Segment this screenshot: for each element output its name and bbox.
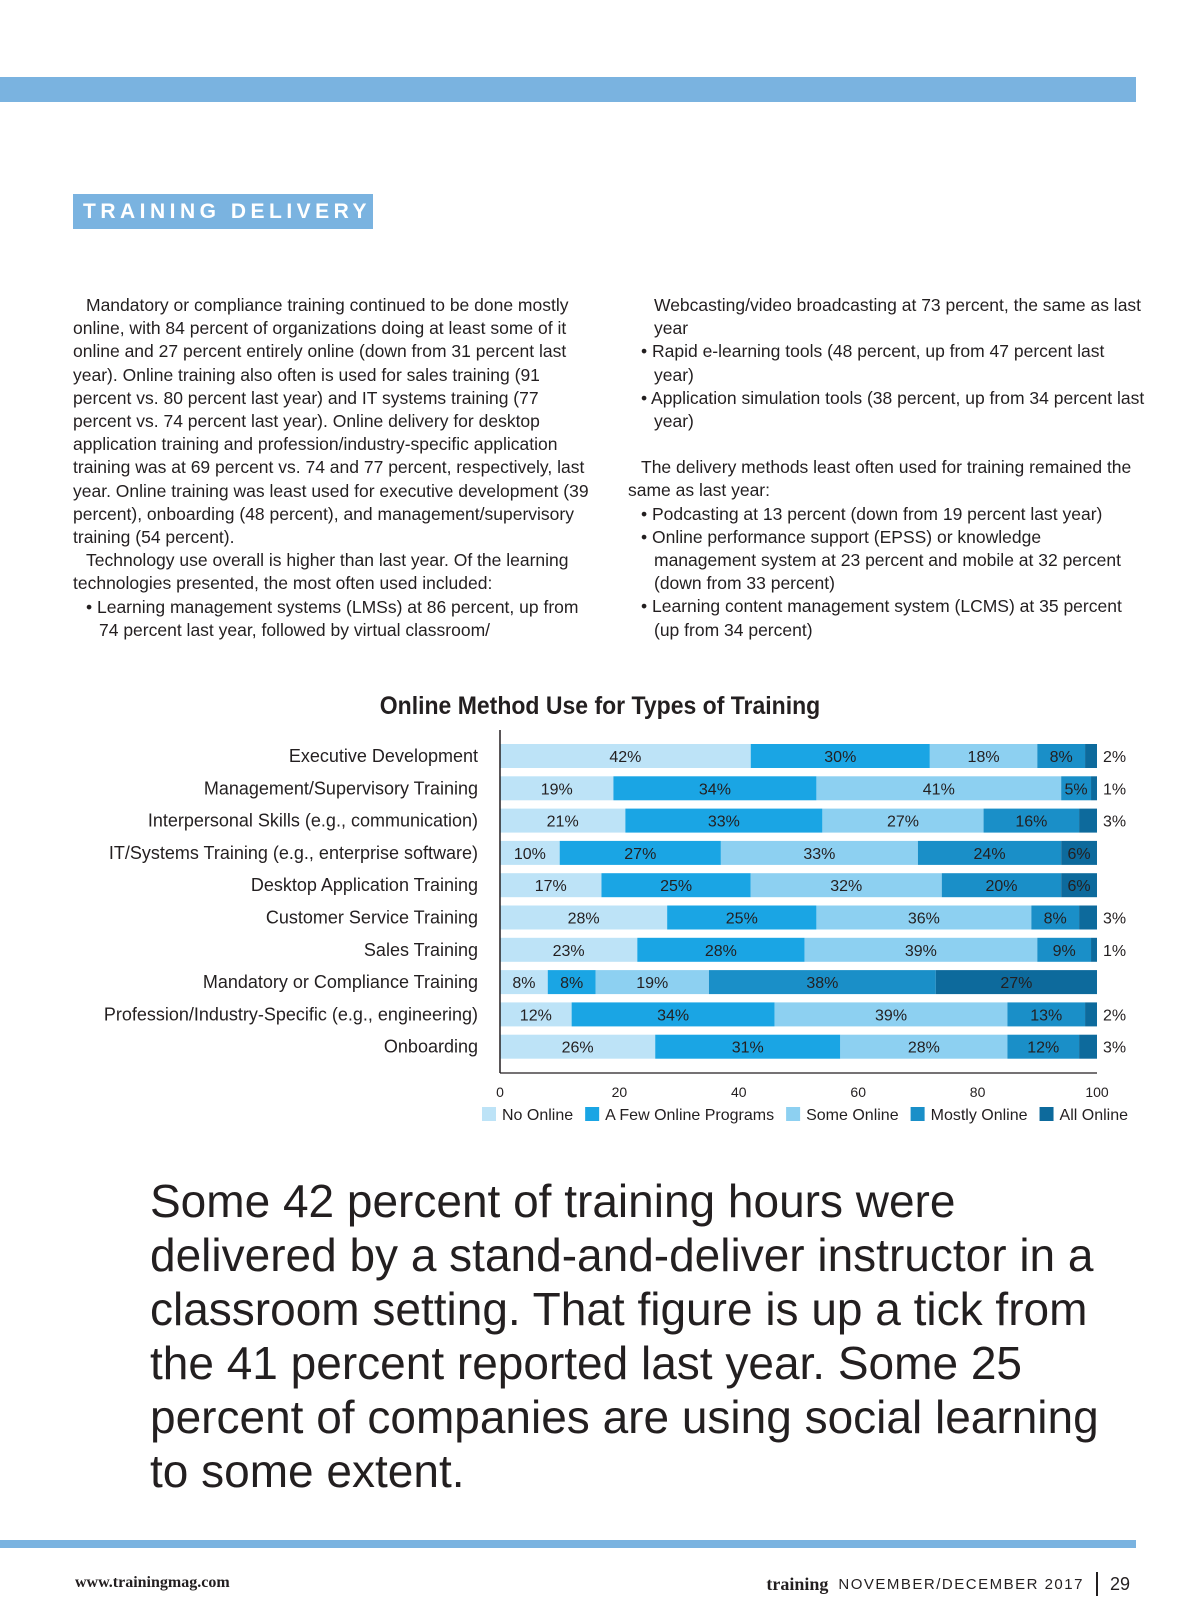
footer-url: www.trainingmag.com <box>75 1574 230 1591</box>
legend-label: No Online <box>502 1107 574 1124</box>
data-label: 24% <box>973 845 1006 863</box>
x-tick-label: 0 <box>496 1084 504 1100</box>
data-label: 39% <box>904 942 937 960</box>
paragraph: Technology use overall is higher than last year. Of the learning technologies presented, the most often used included: <box>73 550 569 594</box>
footer-issue: NOVEMBER/DECEMBER 2017 <box>838 1575 1084 1593</box>
data-label: 17% <box>534 878 567 896</box>
pull-quote: Some 42 percent of training hours were delivered by a stand-and-deliver instructor in a classroom setting. That figure is up a tick from the 41 percent reported last year. Some 25 percent of companies are using social learning to some extent. <box>150 1175 1099 1497</box>
data-label: 10% <box>513 845 546 863</box>
data-label: 27% <box>624 845 657 863</box>
data-label: 41% <box>922 781 955 799</box>
data-label: 9% <box>1052 942 1076 960</box>
right-text-column <box>628 294 1148 642</box>
legend-swatch <box>1040 1107 1054 1121</box>
legend-label: All Online <box>1059 1107 1129 1124</box>
legend-swatch <box>786 1107 800 1121</box>
data-label: 34% <box>698 781 731 799</box>
data-label: 21% <box>546 813 579 831</box>
data-label: 8% <box>512 975 536 993</box>
x-tick-label: 100 <box>1085 1084 1109 1100</box>
data-label: 19% <box>540 781 573 799</box>
bottom-accent-bar <box>0 1540 1136 1548</box>
bullet-item: • Rapid e-learning tools (48 percent, up from 47 percent last year) <box>641 341 1105 385</box>
x-tick-label: 60 <box>850 1084 866 1100</box>
category-label: Mandatory or Compliance Training <box>202 972 478 993</box>
data-label: 8% <box>1049 749 1073 766</box>
data-label: 25% <box>660 878 693 896</box>
x-tick-label: 80 <box>969 1084 986 1100</box>
legend-swatch <box>911 1107 925 1121</box>
section-tag: TRAINING DELIVERY <box>73 194 373 229</box>
bar-segment <box>1085 1002 1097 1026</box>
footer-divider <box>1096 1572 1098 1596</box>
bar-segment <box>1079 906 1097 930</box>
data-label: 28% <box>907 1039 940 1057</box>
footer-right <box>766 1572 1130 1596</box>
data-label: 3% <box>1103 813 1127 831</box>
x-tick-label: 20 <box>611 1084 628 1100</box>
data-label: 33% <box>803 845 836 863</box>
page-number: 29 <box>1109 1573 1130 1594</box>
data-label: 36% <box>907 910 940 928</box>
bar-segment <box>1085 744 1097 768</box>
data-label: 12% <box>1027 1039 1060 1057</box>
category-label: Desktop Application Training <box>250 875 478 896</box>
data-label: 38% <box>806 975 839 993</box>
data-label: 19% <box>636 975 669 993</box>
bar-segment <box>1079 1035 1097 1059</box>
chart-title: Online Method Use for Types of Training <box>379 692 821 720</box>
category-label: IT/Systems Training (e.g., enterprise software) <box>108 842 478 863</box>
data-label: 23% <box>552 942 585 960</box>
paragraph: The delivery methods least often used for training remained the same as last year: <box>628 457 1132 501</box>
bullet-item: • Online performance support (EPSS) or knowledge management system at 23 percent and mobile at 32 percent (down from 33 percent) <box>641 526 1121 594</box>
data-label: 2% <box>1103 1007 1127 1025</box>
legend-swatch <box>585 1107 599 1121</box>
data-label: 2% <box>1103 749 1127 766</box>
data-label: 3% <box>1103 1039 1127 1057</box>
data-label: 13% <box>1030 1007 1063 1025</box>
data-label: 6% <box>1067 878 1091 896</box>
category-label: Onboarding <box>383 1036 478 1057</box>
data-label: 8% <box>560 975 584 993</box>
category-label: Sales Training <box>363 939 478 960</box>
legend-label: Mostly Online <box>930 1107 1028 1124</box>
category-label: Customer Service Training <box>265 907 478 928</box>
data-label: 16% <box>1015 813 1048 831</box>
category-label: Profession/Industry-Specific (e.g., engineering) <box>103 1004 478 1025</box>
data-label: 1% <box>1103 781 1127 799</box>
bullet-item: • Podcasting at 13 percent (down from 19 percent last year) <box>641 503 1103 524</box>
data-label: 31% <box>731 1039 764 1057</box>
left-text-column <box>73 294 593 642</box>
data-label: 6% <box>1067 845 1091 863</box>
data-label: 12% <box>519 1007 552 1025</box>
bullet-item: • Learning content management system (LCMS) at 35 percent (up from 34 percent) <box>641 596 1122 640</box>
legend-label: Some Online <box>806 1107 899 1124</box>
bullet-continuation: Webcasting/video broadcasting at 73 percent, the same as last year <box>654 295 1142 339</box>
category-label: Interpersonal Skills (e.g., communication) <box>147 810 478 831</box>
data-label: 27% <box>886 813 919 831</box>
category-label: Executive Development <box>288 746 478 766</box>
bar-segment <box>1079 809 1097 833</box>
data-label: 34% <box>657 1007 690 1025</box>
top-accent-bar <box>0 77 1136 102</box>
data-label: 3% <box>1103 910 1127 928</box>
bullet-item: • Learning management systems (LMSs) at 86 percent, up from 74 percent last year, followed by virtual classroom/ <box>86 596 579 640</box>
data-label: 8% <box>1043 910 1067 928</box>
stacked-bar-chart <box>0 730 1200 1130</box>
category-label: Management/Supervisory Training <box>203 778 478 799</box>
bullet-item: • Application simulation tools (38 percent, up from 34 percent last year) <box>641 387 1145 432</box>
data-label: 32% <box>830 878 863 896</box>
data-label: 26% <box>561 1039 594 1057</box>
data-label: 5% <box>1064 781 1088 799</box>
data-label: 33% <box>707 813 740 831</box>
data-label: 42% <box>609 749 642 766</box>
data-label: 20% <box>985 878 1018 896</box>
x-tick-label: 40 <box>731 1084 747 1100</box>
data-label: 28% <box>704 942 737 960</box>
legend-swatch <box>482 1107 496 1121</box>
paragraph: Mandatory or compliance training continued to be done mostly online, with 84 percent of organizations doing at least some of it online and 27 percent entirely online (down from 31 percent last year). Online training also often is used for sales training (91 percent vs. 80 percent last year) and IT systems training (77 percent vs. 74 percent last year). Online delivery for desktop application training and profession/industry-specific application training was at 69 percent vs. 74 and 77 percent, respectively, last year. Online training was least used for executive development (39 percent), onboarding (48 percent), and management/supervisory training (54 percent). <box>73 295 589 548</box>
footer-brand: training <box>766 1573 829 1594</box>
legend-label: A Few Online Programs <box>605 1107 775 1124</box>
data-label: 1% <box>1103 942 1127 960</box>
bar-segment <box>1091 776 1097 800</box>
data-label: 25% <box>725 910 758 928</box>
data-label: 39% <box>875 1007 908 1025</box>
data-label: 27% <box>1000 975 1033 993</box>
data-label: 30% <box>824 749 857 766</box>
bar-segment <box>1091 938 1097 962</box>
data-label: 28% <box>567 910 600 928</box>
data-label: 18% <box>967 749 1000 766</box>
